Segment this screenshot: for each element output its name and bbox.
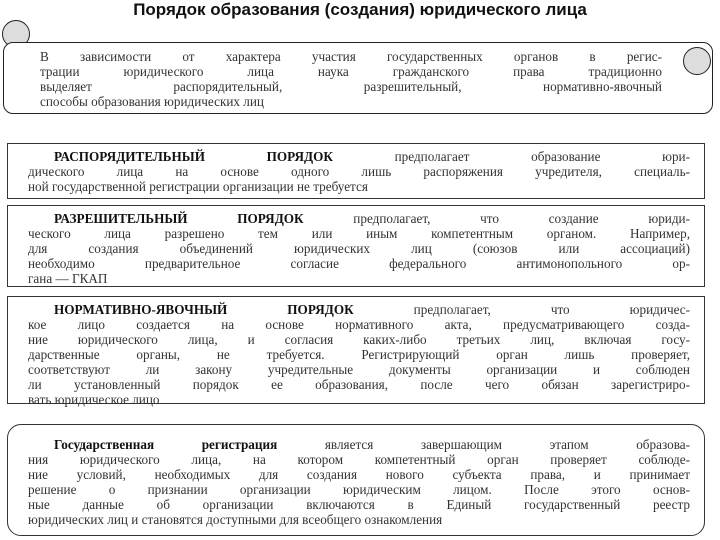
section-line: дарственные органы, не требуется. Регистрирующий орган лишь проверяет, xyxy=(28,347,690,362)
section-lead: Государственная регистрация xyxy=(54,437,278,452)
page-title: Порядок образования (создания) юридического лица xyxy=(133,0,587,19)
section-line: кое лицо создается на основе нормативного акта, предусматривающего созда- xyxy=(28,317,690,332)
section-line: ные данные об организации включаются в Единый государственный реестр xyxy=(28,497,690,512)
intro-line: выделяет распорядительный, разрешительный, нормативно-явочный xyxy=(40,79,662,94)
intro-line: способы образования юридических лиц xyxy=(40,94,264,109)
section-line: гана — ГКАП xyxy=(28,271,108,286)
section-line: предполагает образование юри- xyxy=(332,149,691,164)
section-lead: РАСПОРЯДИТЕЛЬНЫЙ ПОРЯДОК xyxy=(54,149,333,164)
section-line: ной государственной регистрации организации не требуется xyxy=(28,179,368,194)
section-line: ние юридического лица, и согласия каких-либо третьих лиц, включая госу- xyxy=(28,332,690,347)
section-line: соответствуют ли закону учредительные документы организации и соблюден xyxy=(28,362,690,377)
intro-line: В зависимости от характера участия государственных органов в регис- xyxy=(40,49,662,64)
section-line: ли установленный порядок ее образования, после чего обязан зарегистриро- xyxy=(28,377,690,392)
section-lead: РАЗРЕШИТЕЛЬНЫЙ ПОРЯДОК xyxy=(54,211,304,226)
intro-scroll xyxy=(3,42,713,114)
section-registration xyxy=(7,424,705,536)
section-line: ние условий, необходимых для создания нового субъекта права, и принимает xyxy=(28,467,690,482)
section-line: ния юридического лица, на котором компетентный орган проверяет соблюде- xyxy=(28,452,690,467)
section-line: для создания объединений юридических лиц (союзов или ассоциаций) xyxy=(28,241,690,256)
section-lead: НОРМАТИВНО-ЯВОЧНЫЙ ПОРЯДОК xyxy=(54,302,354,317)
section-line: ческого лица разрешено тем или иным компетентным органом. Например, xyxy=(28,226,690,241)
section-permissive xyxy=(7,205,705,287)
section-normative xyxy=(7,296,705,407)
scroll-curl-right-icon xyxy=(683,47,711,75)
section-line: необходимо предварительное согласие федерального антимонопольного ор- xyxy=(28,256,690,271)
section-line: является завершающим этапом образова- xyxy=(277,437,690,452)
section-line: предполагает, что создание юриди- xyxy=(303,211,691,226)
section-line: юридических лиц и становятся доступными для всеобщего ознакомления xyxy=(28,512,443,527)
section-administrative xyxy=(7,143,705,199)
section-line: дического лица на основе одного лишь распоряжения учредителя, специаль- xyxy=(28,164,690,179)
section-line: решение о признании организации юридическим лицом. После этого основ- xyxy=(28,482,690,497)
section-line: вать юридическое лицо xyxy=(28,392,160,407)
section-line: предполагает, что юридичес- xyxy=(353,302,691,317)
intro-line: трации юридического лица наука гражданского права традиционно xyxy=(40,64,662,79)
